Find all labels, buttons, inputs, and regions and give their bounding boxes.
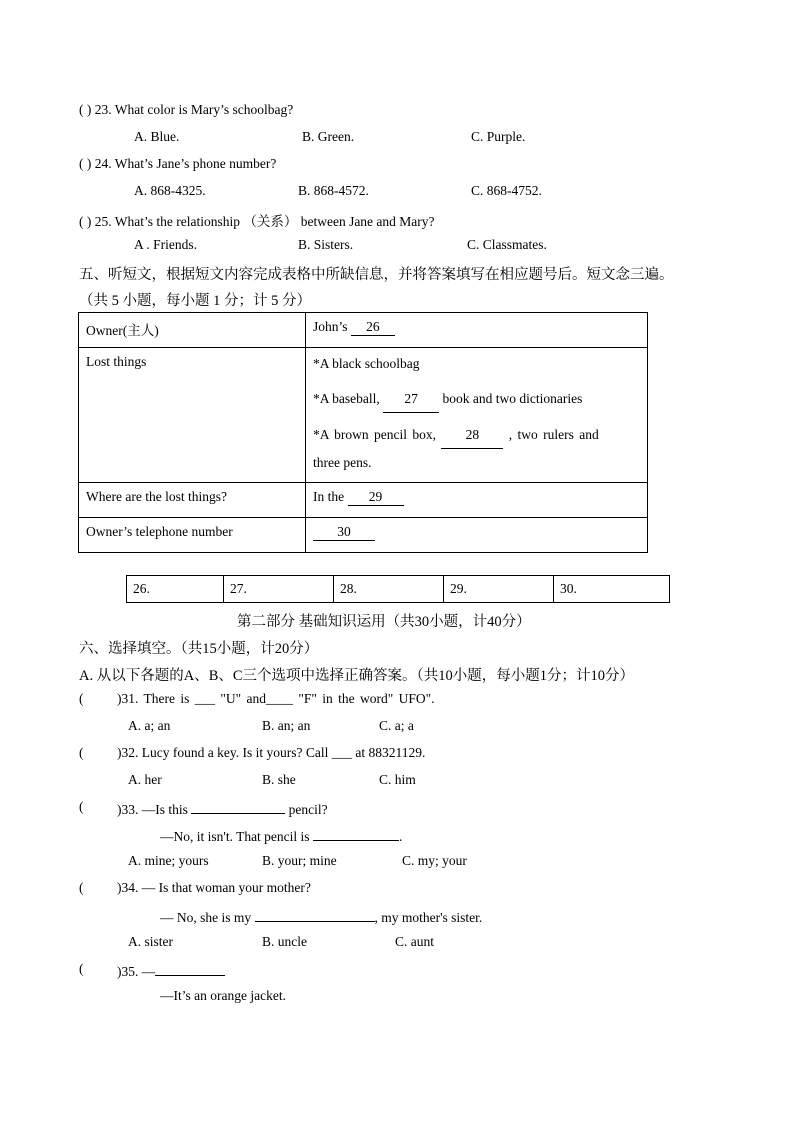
q33-text-prefix: —Is this (141, 802, 192, 817)
table-cell-phone-value (306, 518, 648, 553)
option-24c: C. 868-4752. (471, 183, 542, 198)
table-cell-where-value (306, 483, 648, 518)
answer-cell-28[interactable]: 28. (334, 576, 444, 603)
section-a-title: A. 从以下各题的A、B、C三个选项中选择正确答案。（共10小题，每小题1分；计10分） (79, 668, 635, 684)
question-25: ( ) 25. What’s the relationship （关系） between Jane and Mary? (79, 214, 435, 229)
lost-line-3-prefix: *A brown pencil box, (313, 427, 442, 442)
lost-line-1: *A black schoolbag (313, 356, 420, 371)
question-24: ( ) 24. What’s Jane’s phone number? (79, 156, 277, 171)
q34-option-a: A. sister (128, 934, 173, 949)
lost-line-4: three pens. (313, 455, 372, 470)
q34-text: — Is that woman your mother? (141, 880, 311, 895)
info-table (78, 312, 648, 553)
blank-27: 27 (383, 385, 439, 413)
q34-line-2-suffix: , my mother's sister. (374, 910, 483, 925)
option-24a: A. 868-4325. (134, 183, 206, 198)
q33-paren: ( (79, 799, 84, 814)
q35-paren: ( (79, 961, 84, 976)
answer-cell-29[interactable]: 29. (444, 576, 554, 603)
lost-line-3 (313, 421, 640, 449)
part-2-heading: 第二部分 基础知识运用（共30小题，计40分） (237, 614, 531, 630)
where-prefix: In the (313, 489, 348, 504)
option-24b: B. 868-4572. (298, 183, 369, 198)
q31-paren: ( (79, 691, 84, 706)
table-cell-where-label: Where are the lost things? (79, 483, 306, 518)
q33-line-2-suffix: . (398, 829, 403, 844)
option-23c: C. Purple. (471, 129, 526, 144)
question-23: ( ) 23. What color is Mary’s schoolbag? (79, 102, 294, 117)
option-25b: B. Sisters. (298, 237, 354, 252)
table-cell-lost-value (306, 348, 648, 483)
q33-blank-1 (191, 799, 285, 814)
table-cell-phone-label: Owner’s telephone number (79, 518, 306, 553)
q34-paren: ( (79, 880, 84, 895)
answer-cell-27[interactable]: 27. (224, 576, 334, 603)
q33-blank-2 (313, 826, 399, 841)
lost-line-2-prefix: *A baseball, (313, 391, 384, 406)
option-25c: C. Classmates. (467, 237, 547, 252)
section-5-subtitle: （共 5 小题，每小题 1 分；计 5 分） (79, 293, 311, 309)
q35-number: )35. (117, 964, 139, 979)
section-5-title: 五、听短文，根据短文内容完成表格中所缺信息，并将答案填写在相应题号后。短文念三遍。 (79, 267, 674, 283)
answer-cell-26[interactable]: 26. (127, 576, 224, 603)
q32-option-b: B. she (262, 772, 296, 787)
q31-stem (117, 691, 435, 707)
blank-30: 30 (313, 524, 375, 541)
q33-option-b: B. your; mine (262, 853, 337, 868)
q33-line-2 (160, 826, 402, 845)
q32-stem (117, 745, 425, 761)
q32-option-a: A. her (128, 772, 162, 787)
q34-option-c: C. aunt (395, 934, 434, 949)
q34-blank (255, 907, 375, 922)
q32-option-c: C. him (379, 772, 416, 787)
table-cell-lost-label: Lost things (79, 348, 306, 483)
q33-line-2-prefix: —No, it isn't. That pencil is (160, 829, 313, 844)
lost-line-2-suffix: book and two dictionaries (439, 391, 583, 406)
section-6-title: 六、选择填空。（共15小题，计20分） (79, 641, 319, 657)
q35-line-2: —It’s an orange jacket. (160, 988, 286, 1003)
q33-text-suffix: pencil? (285, 802, 328, 817)
q35-blank (155, 961, 225, 976)
q31-number: )31. (117, 691, 139, 706)
table-cell-owner-label: Owner(主人) (79, 313, 306, 348)
answer-cell-30[interactable]: 30. (554, 576, 670, 603)
blank-26: 26 (351, 319, 395, 336)
q32-text: Lucy found a key. Is it yours? Call ___ at 88321129. (141, 745, 426, 760)
q31-text: There is ___ "U" and____ "F" in the word" UFO". (143, 691, 435, 706)
q35-stem (117, 961, 225, 980)
q32-number: )32. (117, 745, 139, 760)
blank-28: 28 (441, 421, 503, 449)
q33-option-c: C. my; your (402, 853, 467, 868)
q35-text-prefix: — (141, 964, 156, 979)
q33-option-a: A. mine; yours (128, 853, 209, 868)
q34-stem (117, 880, 311, 896)
table-cell-owner-value (306, 313, 648, 348)
q33-number: )33. (117, 802, 139, 817)
q32-paren: ( (79, 745, 84, 760)
q34-option-b: B. uncle (262, 934, 307, 949)
q33-stem (117, 799, 328, 818)
lost-line-2 (313, 385, 640, 413)
q34-number: )34. (117, 880, 139, 895)
answer-table (126, 575, 670, 603)
q34-line-2 (160, 907, 482, 926)
lost-line-3-suffix: , two rulers and (503, 427, 599, 442)
option-23b: B. Green. (302, 129, 355, 144)
blank-29: 29 (348, 489, 404, 506)
option-23a: A. Blue. (134, 129, 180, 144)
q31-option-c: C. a; a (379, 718, 414, 733)
option-25a: A . Friends. (134, 237, 198, 252)
owner-prefix: John’s (313, 319, 351, 334)
q31-option-b: B. an; an (262, 718, 311, 733)
q31-option-a: A. a; an (128, 718, 171, 733)
q34-line-2-prefix: — No, she is my (160, 910, 255, 925)
